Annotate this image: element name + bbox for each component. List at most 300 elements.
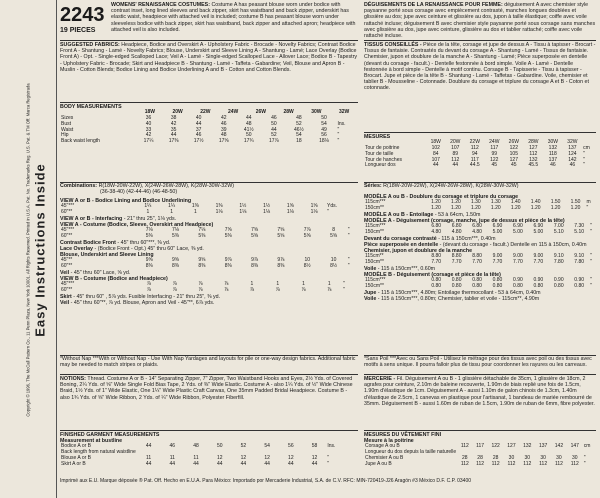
size-header: 26W (255, 109, 267, 116)
pattern-number: 2243 (60, 4, 105, 26)
table-cell: 127 (507, 443, 516, 450)
table-cell: 1 (146, 209, 150, 215)
unit-cell: " (583, 460, 586, 467)
table-cell: 137 (568, 145, 577, 151)
table-cell: 9⅞ (251, 257, 259, 264)
table-cell: 1¼ (168, 203, 176, 210)
table-cell: 0.80 (472, 277, 482, 284)
table-cell: 46 (169, 443, 176, 450)
table-cell: 44 (246, 115, 252, 121)
size-header: 18W (144, 109, 156, 116)
yardage-title: VIEW A - Costume (Bodice, Sleeve, Overskirt and Headpiece) (60, 222, 214, 228)
size-header: 22W (200, 109, 211, 116)
yardage-table (60, 282, 358, 294)
table-cell: ⅞ (172, 281, 177, 288)
table-cell: 18⅛ (319, 138, 329, 145)
table-cell: 37 (195, 126, 202, 133)
table-cell: 112 (539, 460, 548, 467)
table-cell: 45 (491, 162, 498, 169)
yardage-title: Pièce superposée en dentelle (364, 242, 439, 248)
table-cell: 7⅛ (198, 227, 206, 234)
table-cell: 122 (509, 145, 518, 151)
table-cell: 54 (264, 443, 270, 450)
description-fr (364, 2, 596, 39)
table-cell: 7⅝ (224, 227, 232, 234)
table-cell: 50 (246, 132, 252, 139)
fabrics-en (60, 40, 358, 73)
row-label: 60"** (61, 209, 73, 215)
yardage-table (60, 204, 358, 216)
finished-row-fr (364, 462, 596, 468)
yardage-title: VIEW B - Costume (Bodice and Headpiece) (60, 276, 168, 283)
table-cell: 1.20 (510, 205, 521, 211)
table-cell: 1⅝ (310, 203, 318, 210)
table-cell: 6.90 (492, 223, 503, 230)
body-measurements-fr (364, 132, 596, 169)
table-cell: 9.00 (513, 253, 523, 260)
table-cell: 1⅝ (286, 203, 294, 210)
table-cell: 8⅜ (198, 263, 206, 270)
table-cell: 7.70 (451, 259, 462, 266)
row-label: Corsage A ou B (365, 443, 400, 450)
table-cell: 8⅜ (251, 263, 259, 270)
table-cell: 46 (220, 120, 227, 127)
table-cell: 1½ (263, 203, 271, 210)
row-label: Sizes (61, 115, 74, 121)
table-cell: ⅞ (224, 281, 229, 288)
notions-en (60, 374, 358, 401)
unit-cell: " (343, 281, 345, 288)
table-cell: 8.80 (451, 253, 462, 260)
table-cell: 20W (450, 139, 461, 146)
row-label: Back waist length (61, 138, 100, 145)
table-cell: 56 (321, 132, 327, 139)
unit-cell: " (590, 259, 593, 266)
description-title-en: WOMENS' RENAISSANCE COSTUMES: (111, 2, 210, 8)
table-cell: 52 (296, 120, 302, 127)
body-rows-fr (364, 140, 596, 169)
table-cell: 9.00 (492, 253, 503, 260)
combinations-label: Combinations: (60, 183, 98, 189)
yardage-title: Jupe (364, 290, 377, 296)
unit-cell: " (590, 223, 593, 230)
table-cell: 1.20 (470, 205, 481, 211)
yardage-note: - (devant du corsage - facult.) Dentelle en 115 à 150cm, 0.40m (438, 242, 587, 248)
table-cell: 132 (548, 145, 558, 151)
fabrics-title-fr: TISSUS CONSEILLÉS - (364, 42, 422, 48)
table-cell: 7⅝ (277, 227, 285, 234)
table-cell: 46 (550, 162, 556, 169)
table-cell: 12 (240, 455, 247, 461)
table-cell: 112 (554, 460, 563, 467)
table-cell: 58 (311, 443, 318, 450)
table-cell: 102 (431, 145, 440, 151)
table-cell: 44 (288, 460, 294, 467)
table-cell: 44 (170, 132, 177, 139)
table-cell: 117 (490, 145, 499, 151)
table-cell: 44 (311, 460, 318, 467)
table-cell: 5⅜ (198, 233, 206, 239)
table-cell: 48 (296, 115, 302, 121)
yardage-title: Chemisier, jupon et doublure de la manche (364, 248, 473, 255)
yardage-title: Contrast Bodice Front (60, 239, 116, 246)
yardage-block (60, 300, 358, 306)
combinations-label-fr: Séries: (364, 183, 382, 189)
table-cell: 1 (276, 281, 280, 288)
table-cell: 1⅛ (215, 209, 223, 215)
table-cell: 1.50 (550, 199, 561, 206)
table-cell: 26W (508, 139, 519, 146)
row-label: Longueur du dos depuis la taille naturelle (365, 449, 457, 456)
table-cell: 56 (288, 443, 294, 450)
table-cell: 1.30 (470, 199, 481, 206)
description-en (111, 2, 358, 33)
table-cell: 7.80 (553, 259, 564, 266)
table-cell: 6.90 (533, 223, 544, 230)
table-cell: 4.80 (472, 229, 482, 235)
yardage-table (364, 254, 596, 266)
yardage-table (364, 224, 596, 236)
yardage-title: Blouse, Underskirt and Sleeve Lining (60, 252, 154, 259)
table-cell: 8 (332, 227, 335, 234)
table-cell: 0.80 (553, 283, 564, 290)
table-cell: 147 (570, 443, 579, 450)
size-header: 30W (311, 109, 322, 116)
fabrics-text-fr: Pièce de la tête, corsage et jupe de dessus A - Tissu à tapisser - Brocart - Tissus de fantaisie. Contrastés du devant du corsage A - Shantung - Lamé - Tissus de fantaisie. Chemisier, jupon et doublure de la manche A - Shantung - Lamé; Pièce superposée en dentelle (devant du corsage - facult.) - Dentelle festonnée à bord simple. Voile A - Lamé - Dentelle festonnée à bord simple - Dentelle à motif continu. Corsage B - Tapisserie - Tissu à tapisser - Brocart. Jupe et pièce de la tête B - Shantung - Lamé - Taffetas - Gabardine. Voile, chemisier et tablier B - Mousseline - Cotonnade. Doublure du corsage et triplure du corsage A et B - Coton et cotonnade. (364, 42, 596, 92)
table-cell: 7.00 (553, 223, 564, 230)
table-cell: 17¾ (243, 138, 254, 145)
table-cell: 8½ (303, 263, 311, 270)
table-cell: 46½ (294, 126, 304, 133)
table-cell: 1 (327, 281, 331, 288)
table-cell: 1.20 (550, 205, 561, 211)
table-cell: ⅞ (146, 287, 151, 294)
table-cell: 1⅜ (215, 203, 223, 210)
mercerie-fr (364, 374, 596, 407)
table-cell: 17¼ (143, 138, 154, 145)
row-label: Tour de taille (365, 150, 394, 157)
description-title-fr: DÉGUISEMENTS DE LA RENAISSANCE POUR FEMME: (364, 2, 503, 8)
table-cell: 0.80 (431, 277, 442, 284)
table-cell: 44 (432, 162, 439, 169)
table-cell: 5⅝ (303, 233, 311, 239)
table-cell: 11 (169, 455, 175, 461)
table-cell: 0.80 (513, 283, 523, 290)
table-cell: 5⅜ (224, 233, 232, 239)
table-cell: 5.00 (513, 229, 523, 235)
body-measurements-en (60, 102, 358, 145)
table-cell: 112 (529, 150, 538, 157)
table-cell: 8⅜ (224, 263, 232, 270)
table-cell: 48 (246, 120, 252, 127)
table-cell: 41½ (243, 126, 254, 133)
table-cell: 24W (489, 139, 500, 146)
table-cell: 1.20 (530, 205, 541, 211)
table-cell: 142 (568, 156, 577, 163)
unit-cell: " (343, 287, 345, 294)
piece-count: 19 PIECES (60, 27, 96, 34)
table-cell: 0.90 (553, 277, 564, 284)
table-cell: 44 (145, 460, 152, 467)
table-cell: 5⅝ (251, 233, 259, 239)
table-cell: 0.80 (492, 277, 503, 284)
table-cell: 7.30 (574, 223, 585, 230)
table-cell: 44 (452, 162, 459, 169)
yardage-title: VIEW A or B - Bodice Lining and Bodice Underlining (60, 198, 192, 204)
table-cell: 9⅝ (145, 257, 153, 264)
table-cell: ⅞ (198, 281, 203, 288)
table-cell: 12 (311, 455, 318, 461)
table-cell: 7.70 (533, 259, 544, 266)
table-cell: 84 (432, 150, 439, 157)
table-cell: 46 (569, 162, 576, 169)
table-cell: 124 (568, 150, 577, 157)
row-label: 115cm*** (365, 277, 386, 284)
table-cell: 0.80 (472, 283, 482, 290)
table-cell: 42 (170, 120, 177, 127)
table-cell: 12 (216, 455, 223, 461)
unit-cell: " (347, 233, 350, 239)
table-cell: 118 (548, 150, 557, 157)
table-cell: 28 (492, 455, 499, 461)
table-cell: 40 (195, 115, 202, 121)
table-cell: 9⅝ (198, 257, 206, 264)
row-label: Hip (61, 132, 69, 139)
table-cell: ⅞ (224, 287, 229, 294)
table-cell: 112 (523, 460, 532, 467)
nap-text-en: *Without Nap ***With or Without Nap - Use With Nap Yardages and layouts for pile or one-way design fabrics. Additional fabric may be needed to match stripes or plaids. (60, 356, 356, 369)
table-cell: 30 (556, 455, 562, 461)
row-label: Blouse A or B (61, 455, 92, 461)
table-cell: 7⅝ (251, 227, 259, 234)
table-cell: 122 (491, 443, 500, 450)
row-label: 150cm** (365, 259, 384, 266)
table-cell: 17½ (193, 138, 204, 145)
table-cell: 9.10 (574, 253, 585, 260)
table-cell: 112 (570, 460, 579, 467)
table-cell: ⅞ (275, 287, 280, 294)
table-cell: 1.20 (431, 205, 441, 211)
row-label: Skirt A or B (61, 460, 86, 467)
fabrics-text-en: Headpiece, Bodice and Overskirt A - Upholstery Fabric - Brocade - Novelty Fabrics; Contrast Bodice Front A - Shantung - Lamé - Novelty Fabrics; Blouse, Underskirt and Sleeve Lining A - Shantung - Lamé; Lace Overlay (Bodice Front A) - Opt. - Single-edged Scalloped Lace; Veil A - Lamé - Single-edged Scalloped Lace - Allover Lace; Bodice B - Tapestry - Upholstery Fabric - Brocade; Skirt and Headpiece B - Shantung - Lamé - Taffeta - Gabardine; Veil, Blouse and Apron B - Muslin - Cotton Blends; Bodice Lining and Bodice Underlining A and B - Cotton and Cotton Blends. (60, 42, 357, 73)
row-label: 45"*** (61, 281, 75, 288)
yardage-note: - 45" thru 60"***, ⅜ yd. (115, 239, 171, 246)
row-label: Longueur dos (365, 162, 396, 169)
table-cell: 45 (511, 162, 517, 169)
description-text-en: Costume A has peasant blouse worn under bodice with contrast inset, long lined sleeves and back zipper, skirt has waistband and back zipper, underskirt has elastic waist, headpiece with attached veil is included; costume B has peasant blouse worn under sleeveless bodice with back zipper, skirt has waistband, back zipper and attached apron; headpiece with attached veil is also included. (111, 2, 356, 33)
table-cell: 44 (193, 460, 199, 467)
yardage-title: Voile (364, 266, 377, 272)
table-cell: 28 (477, 455, 483, 461)
table-cell: 40 (145, 120, 152, 127)
yardage-note: - 45" thru 60"**, ⅞ yd. Blouse, Apron and Veil - 45"**, 6⅞ yds. (69, 300, 215, 307)
combinations-text-fr: R(18W-20W-22W), X(24W-26W-28W), K(28W-30W-32W) (383, 183, 519, 189)
size-header: 24W (227, 109, 239, 116)
table-cell: 117 (470, 156, 479, 163)
table-cell: 105 (509, 150, 518, 157)
table-cell: 44 (264, 460, 270, 467)
table-cell: 44 (216, 460, 223, 467)
table-cell: 30W (547, 139, 558, 146)
yardage-title: VIEW A or B - Interfacing (60, 215, 123, 222)
yardage-note: - 115 à 150cm***, 0.60m (376, 266, 436, 272)
description-text-fr: déguisement A avec chemisier style paysanne porté sous corsage avec empiècement contrasté, manches longues doublées et glissière au dos; jupe avec ceinture et glissière au dos, jupon à taille élastique; coiffe avec voile rattaché incluse; déguisement B avec chemisier style paysanne porté sous corsage sans manches avec glissière au dos, jupe avec ceinture, glissière au dos et tablier rattaché; coiffe avec voile rattaché incluse. (364, 2, 596, 40)
combinations-en (60, 182, 358, 195)
table-cell: 8.80 (431, 253, 442, 260)
table-cell: 42 (145, 132, 152, 139)
table-cell: 4.80 (451, 229, 462, 235)
table-cell: 30 (540, 455, 546, 461)
table-cell: 7.80 (574, 259, 585, 266)
table-cell: ⅞ (327, 287, 332, 294)
table-cell: 7⅛ (172, 227, 179, 234)
table-cell: 9.00 (533, 253, 544, 260)
table-cell: 7.70 (492, 259, 503, 266)
table-cell: 0.90 (574, 277, 585, 284)
unit-cell: " (583, 150, 585, 157)
table-cell: 0.80 (451, 283, 462, 290)
table-cell: 4.80 (431, 229, 442, 235)
table-cell: ⅞ (301, 287, 306, 294)
table-cell: 50 (321, 115, 327, 121)
finished-sub-fr: Mesure à la poitrine (364, 438, 414, 445)
table-cell: 9⅞ (277, 257, 285, 264)
nap-note-en (60, 355, 358, 368)
mercerie-title: MERCERIE - (364, 376, 396, 382)
row-label: Waist (61, 126, 74, 133)
table-cell: 142 (554, 443, 564, 450)
unit-cell: " (327, 460, 330, 467)
table-cell: 137 (548, 156, 558, 163)
table-cell: 17⅝ (218, 138, 229, 145)
table-cell: 44 (169, 460, 176, 467)
spine-brand-text: Easy Instructions Inside (32, 163, 48, 337)
table-cell: 9.10 (553, 253, 564, 260)
row-label: Tour de hanches (365, 156, 402, 163)
table-cell: 0.80 (451, 277, 462, 284)
finished-rows-en (60, 444, 358, 467)
fabrics-title-en: SUGGESTED FABRICS: (60, 42, 120, 48)
row-label: 60"** (61, 263, 73, 270)
table-cell: 54 (296, 132, 302, 139)
yardage-block (364, 296, 596, 302)
table-cell: 1 (170, 209, 174, 215)
table-cell: 50 (216, 443, 223, 450)
table-cell: 8½ (330, 263, 338, 270)
size-header: 32W (338, 109, 350, 116)
table-cell: 117 (476, 443, 485, 450)
yardage-en (60, 198, 358, 306)
table-cell: 44 (271, 126, 277, 133)
table-cell: 8⅜ (172, 263, 179, 270)
yardage-title: Veil (60, 300, 70, 307)
table-cell: ⅞ (146, 281, 151, 288)
table-cell: ⅞ (172, 287, 177, 294)
row-label: 115cm*** (365, 199, 386, 206)
size-header: 28W (283, 109, 294, 116)
table-cell: ⅞ (249, 287, 255, 294)
table-cell: 1⅛ (310, 209, 318, 215)
row-label: 115cm*** (365, 223, 386, 230)
yardage-title: Veil (60, 270, 70, 276)
unit-cell: " (586, 205, 589, 211)
finished-title-en: FINISHED GARMENT MEASUREMENTS (60, 430, 358, 438)
yardage-title: MODÈLE A ou B - Entoilage (364, 211, 434, 218)
table-cell: 9⅝ (172, 257, 179, 264)
mercerie-text: Fil. Déguisement A ou B - 1 glissière détachable de 35cm, 1 glissière de 18cm, 2 agrafes pour ceinture, 2.10m de baleine recouverte, 1.90m de biais replié une fois de 1.5cm, 1.90m d'élastique de 1cm. Déguisement A - aussi 1.10m de galon chinois de 1.3cm, 1.40m d'élastique de 2.5cm, 1 canevas en plastique pour l'artisanat, 1 bandeau de mariée rembourré de 35mm. Déguisement B - aussi 1.60m de ruban de 1.5cm, 1.90m de ruban de 6mm, fibre polyester. (364, 376, 595, 407)
body-row-fr (364, 163, 596, 169)
table-cell: 32W (567, 139, 578, 146)
table-cell: 1.40 (530, 199, 541, 206)
table-cell: 8⅜ (145, 263, 153, 270)
table-cell: 52 (240, 443, 247, 450)
finished-fr (364, 430, 596, 468)
nap-text-fr: *Sans Poil ***Avec ou Sans Poil - Utilisez le métrage pour des tissus avec poil ou des tissus avec motifs à sens unique. Il pourra falloir plus de tissu pour coordonner les rayures ou les carreaux. (364, 356, 592, 369)
table-cell: 22W (469, 139, 480, 146)
table-cell: 38 (170, 115, 177, 121)
yardage-note: - 53 à 64cm, 1.50m (433, 211, 481, 218)
table-cell: 1.30 (490, 199, 501, 206)
table-cell: 6.80 (451, 223, 462, 230)
table-cell: 0.80 (533, 283, 544, 290)
table-cell: 5.00 (533, 229, 544, 235)
yardage-title: MODÈLE A ou B - Doublure du corsage et triplure du corsage (364, 194, 519, 200)
body-title-en: BODY MEASUREMENTS (60, 102, 358, 110)
unit-cell: " (347, 227, 350, 234)
yardage-title: Voile (364, 296, 377, 303)
table-cell: 1⅛ (286, 209, 294, 215)
unit-cell: " (347, 257, 350, 264)
table-cell: 1.50 (570, 199, 581, 206)
table-cell: 6.80 (431, 223, 442, 230)
table-cell: 1½ (239, 203, 247, 210)
yardage-note: - (Bodice Front - Opt.) 45" thru 60" Lace, ⅜ yd. (92, 246, 204, 252)
table-cell: 1⅛ (263, 209, 271, 215)
table-cell: 0.90 (513, 277, 523, 284)
table-cell: 30 (524, 455, 531, 461)
row-label: Tour de poitrine (365, 145, 400, 151)
table-cell: 0.80 (431, 283, 442, 290)
row-label: 45"** (61, 257, 73, 264)
table-cell: 1⅛ (239, 209, 247, 215)
table-cell: 127 (529, 145, 538, 151)
yardage-title: Devant du corsage contrasté (364, 235, 437, 242)
row-label: 45"*** (61, 227, 75, 234)
unit-cell: " (590, 253, 593, 260)
table-cell: 54 (321, 120, 327, 127)
table-cell: 36 (145, 115, 152, 121)
table-cell: 33 (145, 126, 152, 133)
yardage-title: Lace Overlay (60, 246, 93, 252)
unit-cell: Ins. (327, 443, 336, 450)
unit-cell: " (590, 229, 593, 235)
unit-cell: " (590, 277, 593, 284)
row-label: 150cm** (365, 229, 384, 235)
table-cell: ⅞ (198, 287, 203, 294)
body-rows-en (60, 116, 358, 145)
footer-text: Imprimé aux É.U. Marque déposée ® Pat. Off. Hecho en E.U.A. Para México: Importado por Mercaderie Industrial, S.A. de C.V. RFC: MIN-720419-J26 Aragón #3 México D.F. C.P. 03400 (60, 478, 472, 484)
table-cell: 6.80 (472, 223, 482, 230)
table-cell: 7.70 (431, 259, 442, 266)
unit-cell: " (347, 263, 350, 270)
yardage-note: - 115 à 150cm***, 0.80m; Chemisier, tablier et voile - 115cm**, 4.90m (376, 296, 540, 303)
yardage-title: MODÈLE B - Déguisement (corsage et pièce de la tête) (364, 272, 501, 279)
table-cell: 30 (571, 455, 578, 461)
row-label: 60"** (61, 233, 73, 239)
table-cell: 1 (193, 209, 197, 215)
unit-cell: " (583, 162, 585, 169)
table-cell: 132 (523, 443, 532, 450)
